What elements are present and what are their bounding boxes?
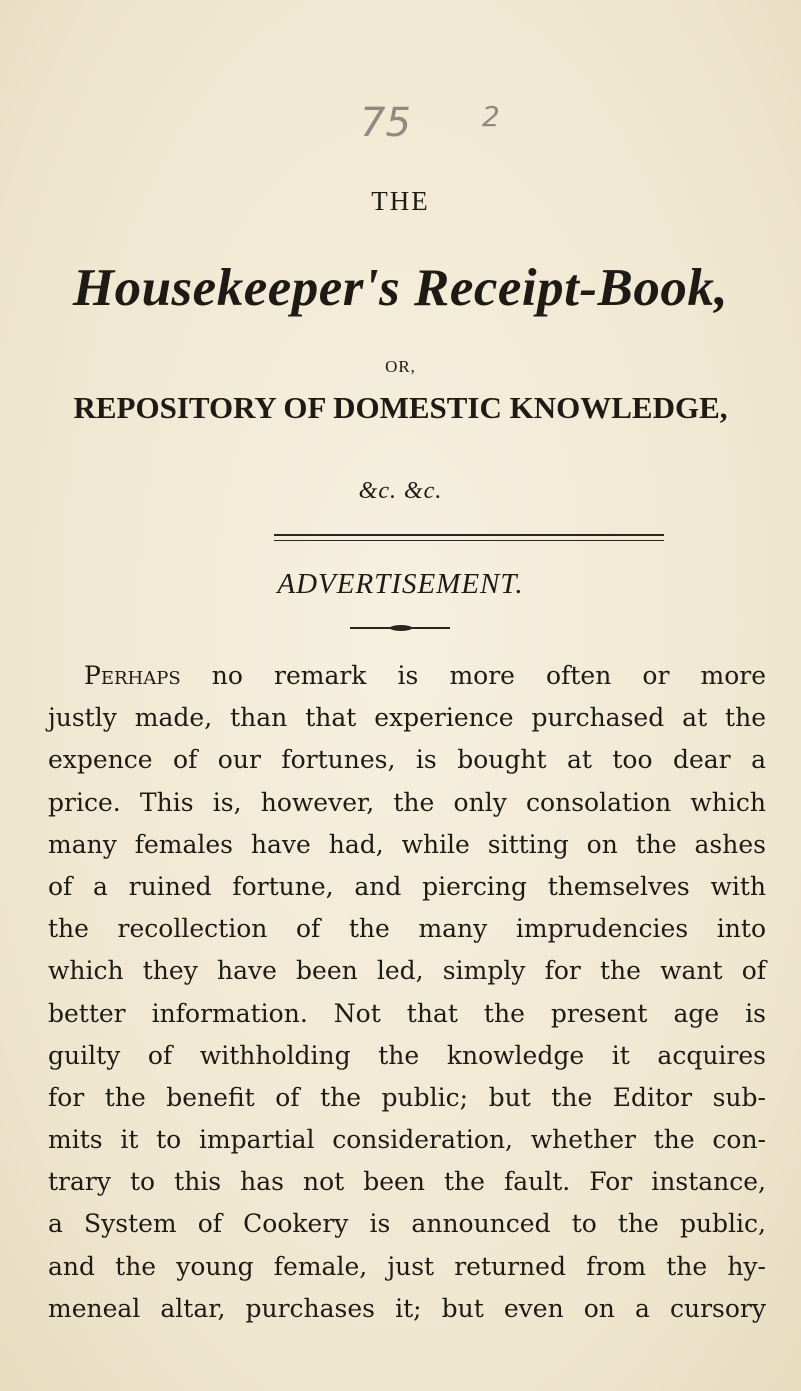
paragraph-line: better information. Not that the present age is <box>48 998 766 1028</box>
paragraph-line: expence of our fortunes, is bought at too dear a <box>48 745 766 775</box>
book-title: Housekeeper's Receipt-Book, <box>72 259 729 317</box>
ornamental-rule <box>350 627 450 629</box>
paragraph-line: mits it to impartial consideration, whether the con- <box>48 1125 766 1155</box>
paragraph-line: many females have had, while sitting on the ashes <box>48 829 766 859</box>
book-subtitle: REPOSITORY OF DOMESTIC KNOWLEDGE, <box>73 390 728 425</box>
paragraph-line: a System of Cookery is announced to the public, <box>48 1209 766 1239</box>
paragraph-line: guilty of withholding the knowledge it acquires <box>48 1040 766 1070</box>
title-or: OR, <box>385 357 416 376</box>
paragraph-line: and the young female, just returned from the hy- <box>48 1251 766 1281</box>
section-heading: ADVERTISEMENT. <box>277 568 524 600</box>
advertisement-text <box>48 655 766 1330</box>
paragraph-line: of a ruined fortune, and piercing themselves with <box>48 871 766 901</box>
paragraph-line: price. This is, however, the only consolation which <box>48 787 766 817</box>
paragraph-line: trary to this has not been the fault. For instance, <box>48 1167 766 1197</box>
paragraph-line: for the benefit of the public; but the Editor sub- <box>48 1082 766 1112</box>
paragraph-line: justly made, than that experience purchased at the <box>48 703 766 733</box>
paragraph-line <box>48 655 766 697</box>
title-etc: &c. &c. <box>358 478 443 504</box>
first-line-text: no remark is more often or more <box>180 661 766 690</box>
pencil-annotation-mark: 2 <box>482 100 500 133</box>
drop-word: Perhaps <box>84 661 181 690</box>
paragraph-line: meneal altar, purchases it; but even on a cursory <box>48 1293 766 1323</box>
double-rule-divider <box>274 534 664 541</box>
paragraph-line: the recollection of the many imprudencies into <box>48 914 766 944</box>
paragraph-line: which they have been led, simply for the want of <box>48 956 766 986</box>
title-article: THE <box>371 186 430 216</box>
pencil-annotation-number: 75 <box>360 100 411 146</box>
